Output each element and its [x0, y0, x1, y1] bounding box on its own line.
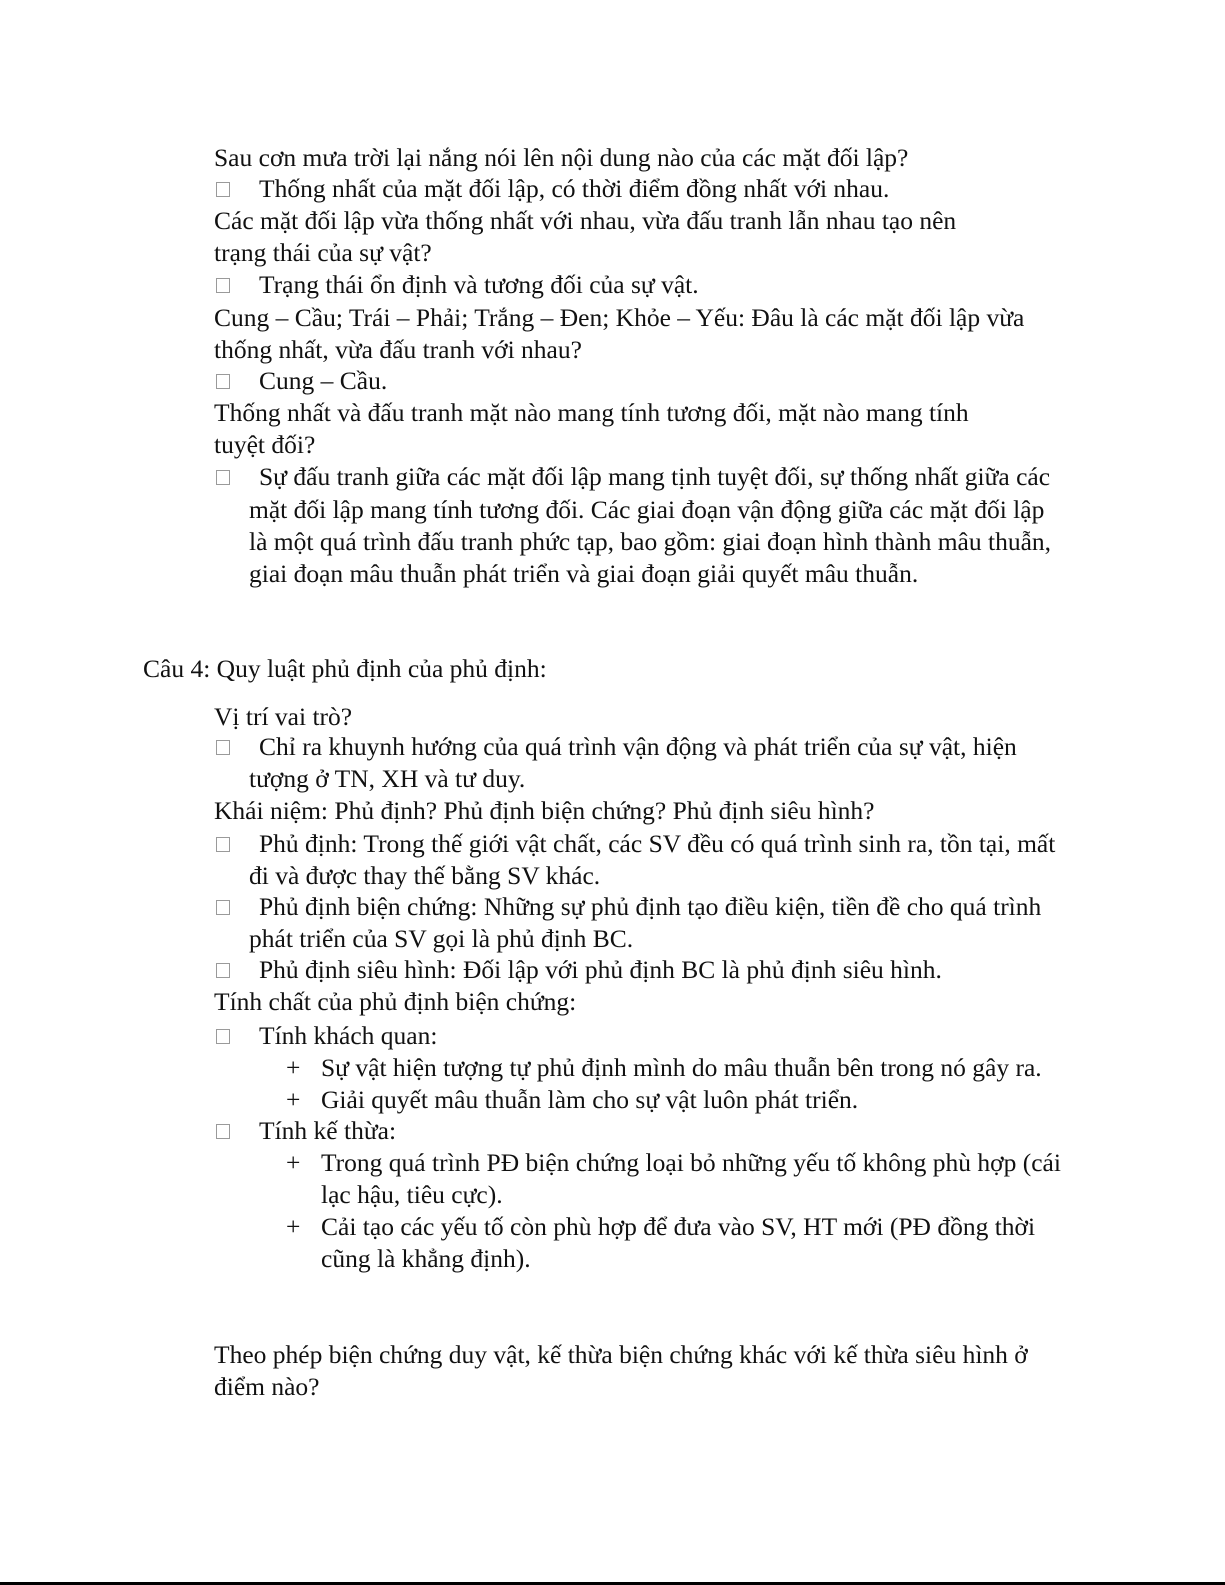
- question-text: tuyệt đối?: [214, 430, 316, 459]
- question-text: Sau cơn mưa trời lại nắng nói lên nội dung nào của các mặt đối lập?: [214, 143, 909, 172]
- question-text: Thống nhất và đấu tranh mặt nào mang tính tương đối, mặt nào mang tính: [214, 398, 969, 427]
- question-text: Theo phép biện chứng duy vật, kế thừa biện chứng khác với kế thừa siêu hình ở: [214, 1340, 1028, 1369]
- bullet-box-icon: [216, 900, 230, 915]
- question-text: Cung – Cầu; Trái – Phải; Trắng – Đen; Khỏe – Yếu: Đâu là các mặt đối lập vừa: [214, 303, 1025, 332]
- answer-text: tượng ở TN, XH và tư duy.: [249, 764, 526, 793]
- bullet-box-icon: [216, 1124, 230, 1139]
- sub-bullet-text: Sự vật hiện tượng tự phủ định mình do mâu thuẫn bên trong nó gây ra.: [321, 1053, 1042, 1082]
- bullet-box-icon: [216, 470, 230, 485]
- bullet-box-icon: [216, 740, 230, 755]
- sub-bullet-text: cũng là khẳng định).: [321, 1244, 531, 1273]
- question-text: điểm nào?: [214, 1372, 320, 1401]
- answer-text: là một quá trình đấu tranh phức tạp, bao gồm: giai đoạn hình thành mâu thuẫn,: [249, 527, 1052, 556]
- answer-text: Phủ định siêu hình: Đối lập với phủ định BC là phủ định siêu hình.: [259, 955, 942, 984]
- answer-text: giai đoạn mâu thuẫn phát triển và giai đoạn giải quyết mâu thuẫn.: [249, 559, 919, 588]
- answer-text: mặt đối lập mang tính tương đối. Các giai đoạn vận động giữa các mặt đối lập: [249, 495, 1045, 524]
- bullet-box-icon: [216, 182, 230, 197]
- plus-bullet: +: [286, 1053, 301, 1082]
- bullet-box-icon: [216, 837, 230, 852]
- question-text: Các mặt đối lập vừa thống nhất với nhau, vừa đấu tranh lẫn nhau tạo nên: [214, 206, 957, 235]
- question-text: Tính chất của phủ định biện chứng:: [214, 987, 577, 1016]
- answer-text: Tính kế thừa:: [259, 1116, 397, 1145]
- sub-bullet-text: Giải quyết mâu thuẫn làm cho sự vật luôn phát triển.: [321, 1085, 859, 1114]
- question-text: thống nhất, vừa đấu tranh với nhau?: [214, 335, 582, 364]
- question-text: Khái niệm: Phủ định? Phủ định biện chứng? Phủ định siêu hình?: [214, 796, 875, 825]
- plus-bullet: +: [286, 1085, 301, 1114]
- answer-text: Tính khách quan:: [259, 1021, 438, 1050]
- plus-bullet: +: [286, 1148, 301, 1177]
- answer-text: Chỉ ra khuynh hướng của quá trình vận động và phát triển của sự vật, hiện: [259, 732, 1017, 761]
- answer-text: Thống nhất của mặt đối lập, có thời điểm đồng nhất với nhau.: [259, 174, 890, 203]
- sub-bullet-text: lạc hậu, tiêu cực).: [321, 1180, 503, 1209]
- sub-bullet-text: Cải tạo các yếu tố còn phù hợp để đưa vào SV, HT mới (PĐ đồng thời: [321, 1212, 1036, 1241]
- bullet-box-icon: [216, 1029, 230, 1044]
- bullet-box-icon: [216, 374, 230, 389]
- section-heading: Câu 4: Quy luật phủ định của phủ định:: [143, 654, 547, 683]
- plus-bullet: +: [286, 1212, 301, 1241]
- question-text: trạng thái của sự vật?: [214, 238, 432, 267]
- answer-text: Sự đấu tranh giữa các mặt đối lập mang tịnh tuyệt đối, sự thống nhất giữa các: [259, 462, 1051, 491]
- sub-bullet-text: Trong quá trình PĐ biện chứng loại bỏ những yếu tố không phù hợp (cái: [321, 1148, 1061, 1177]
- bullet-box-icon: [216, 278, 230, 293]
- answer-text: Phủ định: Trong thế giới vật chất, các SV đều có quá trình sinh ra, tồn tại, mất: [259, 829, 1056, 858]
- answer-text: Phủ định biện chứng: Những sự phủ định tạo điều kiện, tiền đề cho quá trình: [259, 892, 1042, 921]
- answer-text: Cung – Cầu.: [259, 366, 388, 395]
- answer-text: đi và được thay thế bằng SV khác.: [249, 861, 601, 890]
- answer-text: Trạng thái ổn định và tương đối của sự vật.: [259, 270, 699, 299]
- bullet-box-icon: [216, 963, 230, 978]
- answer-text: phát triển của SV gọi là phủ định BC.: [249, 924, 634, 953]
- question-text: Vị trí vai trò?: [214, 702, 353, 731]
